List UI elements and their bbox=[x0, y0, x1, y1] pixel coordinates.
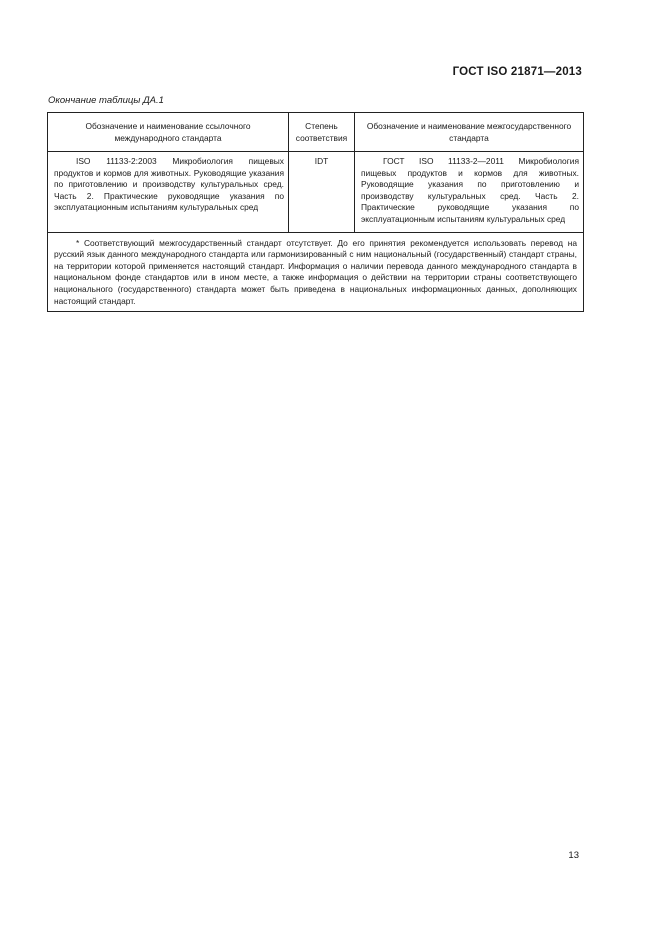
footnote-cell bbox=[48, 232, 584, 312]
cell-intl-standard bbox=[48, 152, 289, 233]
table-row bbox=[48, 152, 584, 233]
document-header: ГОСТ ISO 21871—2013 bbox=[452, 66, 582, 78]
table-caption: Окончание таблицы ДА.1 bbox=[48, 95, 164, 106]
page-number: 13 bbox=[568, 850, 579, 861]
footnote-text: * Соответствующий межгосударственный стандарт отсутствует. До его принятия рекомендуется использовать перевод на русский язык данного международного стандарта или гармонизированный с ним национальный (государственный) стандарт страны, на территории которой применяется настоящий стандарт. Информация о наличии перевода данного международного стандарта в национальном фонде стандартов или в ином месте, а также информация о действии на территории страны соответствующего национального (государственного) стандарта может быть приведена в национальных информационных данных, дополняющих настоящий стандарт. bbox=[54, 237, 577, 306]
intl-standard-text: ISO 11133-2:2003 Микробиология пищевых продуктов и кормов для животных. Руководящие указания по приготовлению и производству культуральных сред. Часть 2. Практические руководящие указания по эксплуатационным испытаниям культуральных сред bbox=[54, 156, 284, 213]
cell-degree: IDT bbox=[289, 152, 355, 233]
standards-table bbox=[47, 112, 584, 312]
cell-national-standard bbox=[355, 152, 584, 233]
national-standard-text: ГОСТ ISO 11133-2—2011 Микробиология пищевых продуктов и кормов для животных. Руководящие указания по приготовлению и производству культуральных сред. Часть 2. Практические руководящие указания по эксплуатационным испытаниям культуральных сред bbox=[361, 156, 579, 224]
column-header-degree: Степень соответствия bbox=[289, 113, 355, 152]
footnote-row bbox=[48, 232, 584, 312]
column-header-national: Обозначение и наименование межгосударственного стандарта bbox=[355, 113, 584, 152]
table-header-row bbox=[48, 113, 584, 152]
column-header-intl: Обозначение и наименование ссылочного международного стандарта bbox=[48, 113, 289, 152]
